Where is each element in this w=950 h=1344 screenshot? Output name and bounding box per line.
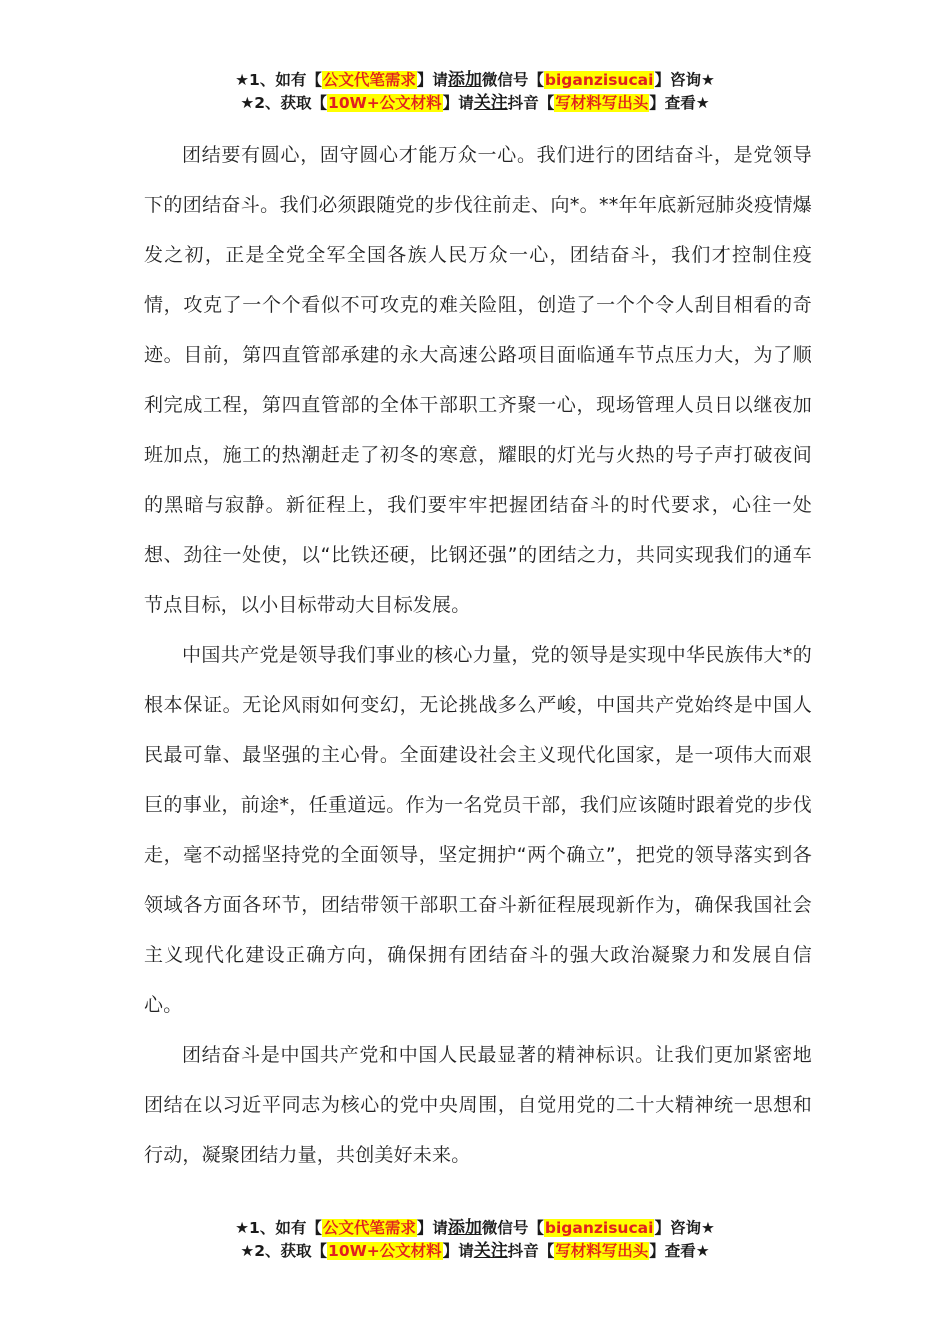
banner-text: 】查看★ [649,94,710,112]
banner-text: 】咨询★ [654,1219,715,1237]
banner-text: 】查看★ [649,1242,710,1260]
banner-text: 】请 [442,94,474,112]
banner-text: 】请 [416,1219,448,1237]
footer-banner-line-2 [0,1240,950,1263]
wechat-id-highlight: biganzisucai [544,1219,654,1237]
paragraph-2: 中国共产党是领导我们事业的核心力量，党的领导是实现中华民族伟大*的根本保证。无论风雨如何变幻，无论挑战多么严峻，中国共产党始终是中国人民最可靠、最坚强的主心骨。全面建设社会主义现代化国家，是一项伟大而艰巨的事业，前途*，任重道远。作为一名党员干部，我们应该随时跟着党的步伐走，毫不动摇坚持党的全面领导，坚定拥护“两个确立”，把党的领导落实到各领域各方面各环节，团结带领干部职工奋斗新征程展现新作为，确保我国社会主义现代化建设正确方向，确保拥有团结奋斗的强大政治凝聚力和发展自信心。 [144,644,812,1016]
banner-text: 微信号【 [481,71,544,89]
ghostwriting-service-highlight: 公文代笔需求 [322,1219,416,1237]
document-body [144,130,812,1180]
banner-text: 】咨询★ [654,71,715,89]
follow-emphasis: 关注 [473,93,508,113]
banner-text: 】请 [442,1242,474,1260]
add-emphasis: 添加 [447,70,482,90]
header-banner-line-2 [0,92,950,115]
footer-banner-line-1 [0,1217,950,1240]
banner-text: 】请 [416,71,448,89]
paragraph-3: 团结奋斗是中国共产党和中国人民最显著的精神标识。让我们更加紧密地团结在以习近平同志为核心的党中央周围，自觉用党的二十大精神统一思想和行动，凝聚团结力量，共创美好未来。 [144,1044,812,1166]
footer-banner [0,1217,950,1263]
header-banner-line-1 [0,69,950,92]
ghostwriting-service-highlight: 公文代笔需求 [322,71,416,89]
banner-text: ★2、获取【 [240,1242,328,1260]
add-emphasis: 添加 [447,1218,482,1238]
banner-text: ★2、获取【 [240,94,328,112]
douyin-account-highlight: 写材料写出头 [555,1242,649,1260]
banner-text: 抖音【 [507,1242,555,1260]
header-banner [0,69,950,115]
wechat-id-highlight: biganzisucai [544,71,654,89]
douyin-account-highlight: 写材料写出头 [555,94,649,112]
banner-text: 微信号【 [481,1219,544,1237]
materials-highlight: 10W+公文材料 [328,1242,442,1260]
follow-emphasis: 关注 [473,1241,508,1261]
materials-highlight: 10W+公文材料 [328,94,442,112]
banner-text: 抖音【 [507,94,555,112]
paragraph-1: 团结要有圆心，固守圆心才能万众一心。我们进行的团结奋斗，是党领导下的团结奋斗。我们必须跟随党的步伐往前走、向*。**年年底新冠肺炎疫情爆发之初，正是全党全军全国各族人民万众一心，团结奋斗，我们才控制住疫情，攻克了一个个看似不可攻克的难关险阻，创造了一个个令人刮目相看的奇迹。目前，第四直管部承建的永大高速公路项目面临通车节点压力大，为了顺利完成工程，第四直管部的全体干部职工齐聚一心，现场管理人员日以继夜加班加点，施工的热潮赶走了初冬的寒意，耀眼的灯光与火热的号子声打破夜间的黑暗与寂静。新征程上，我们要牢牢把握团结奋斗的时代要求，心往一处想、劲往一处使，以“比铁还硬，比钢还强”的团结之力，共同实现我们的通车节点目标，以小目标带动大目标发展。 [144,144,812,616]
banner-text: ★1、如有【 [235,1219,322,1237]
banner-text: ★1、如有【 [235,71,322,89]
